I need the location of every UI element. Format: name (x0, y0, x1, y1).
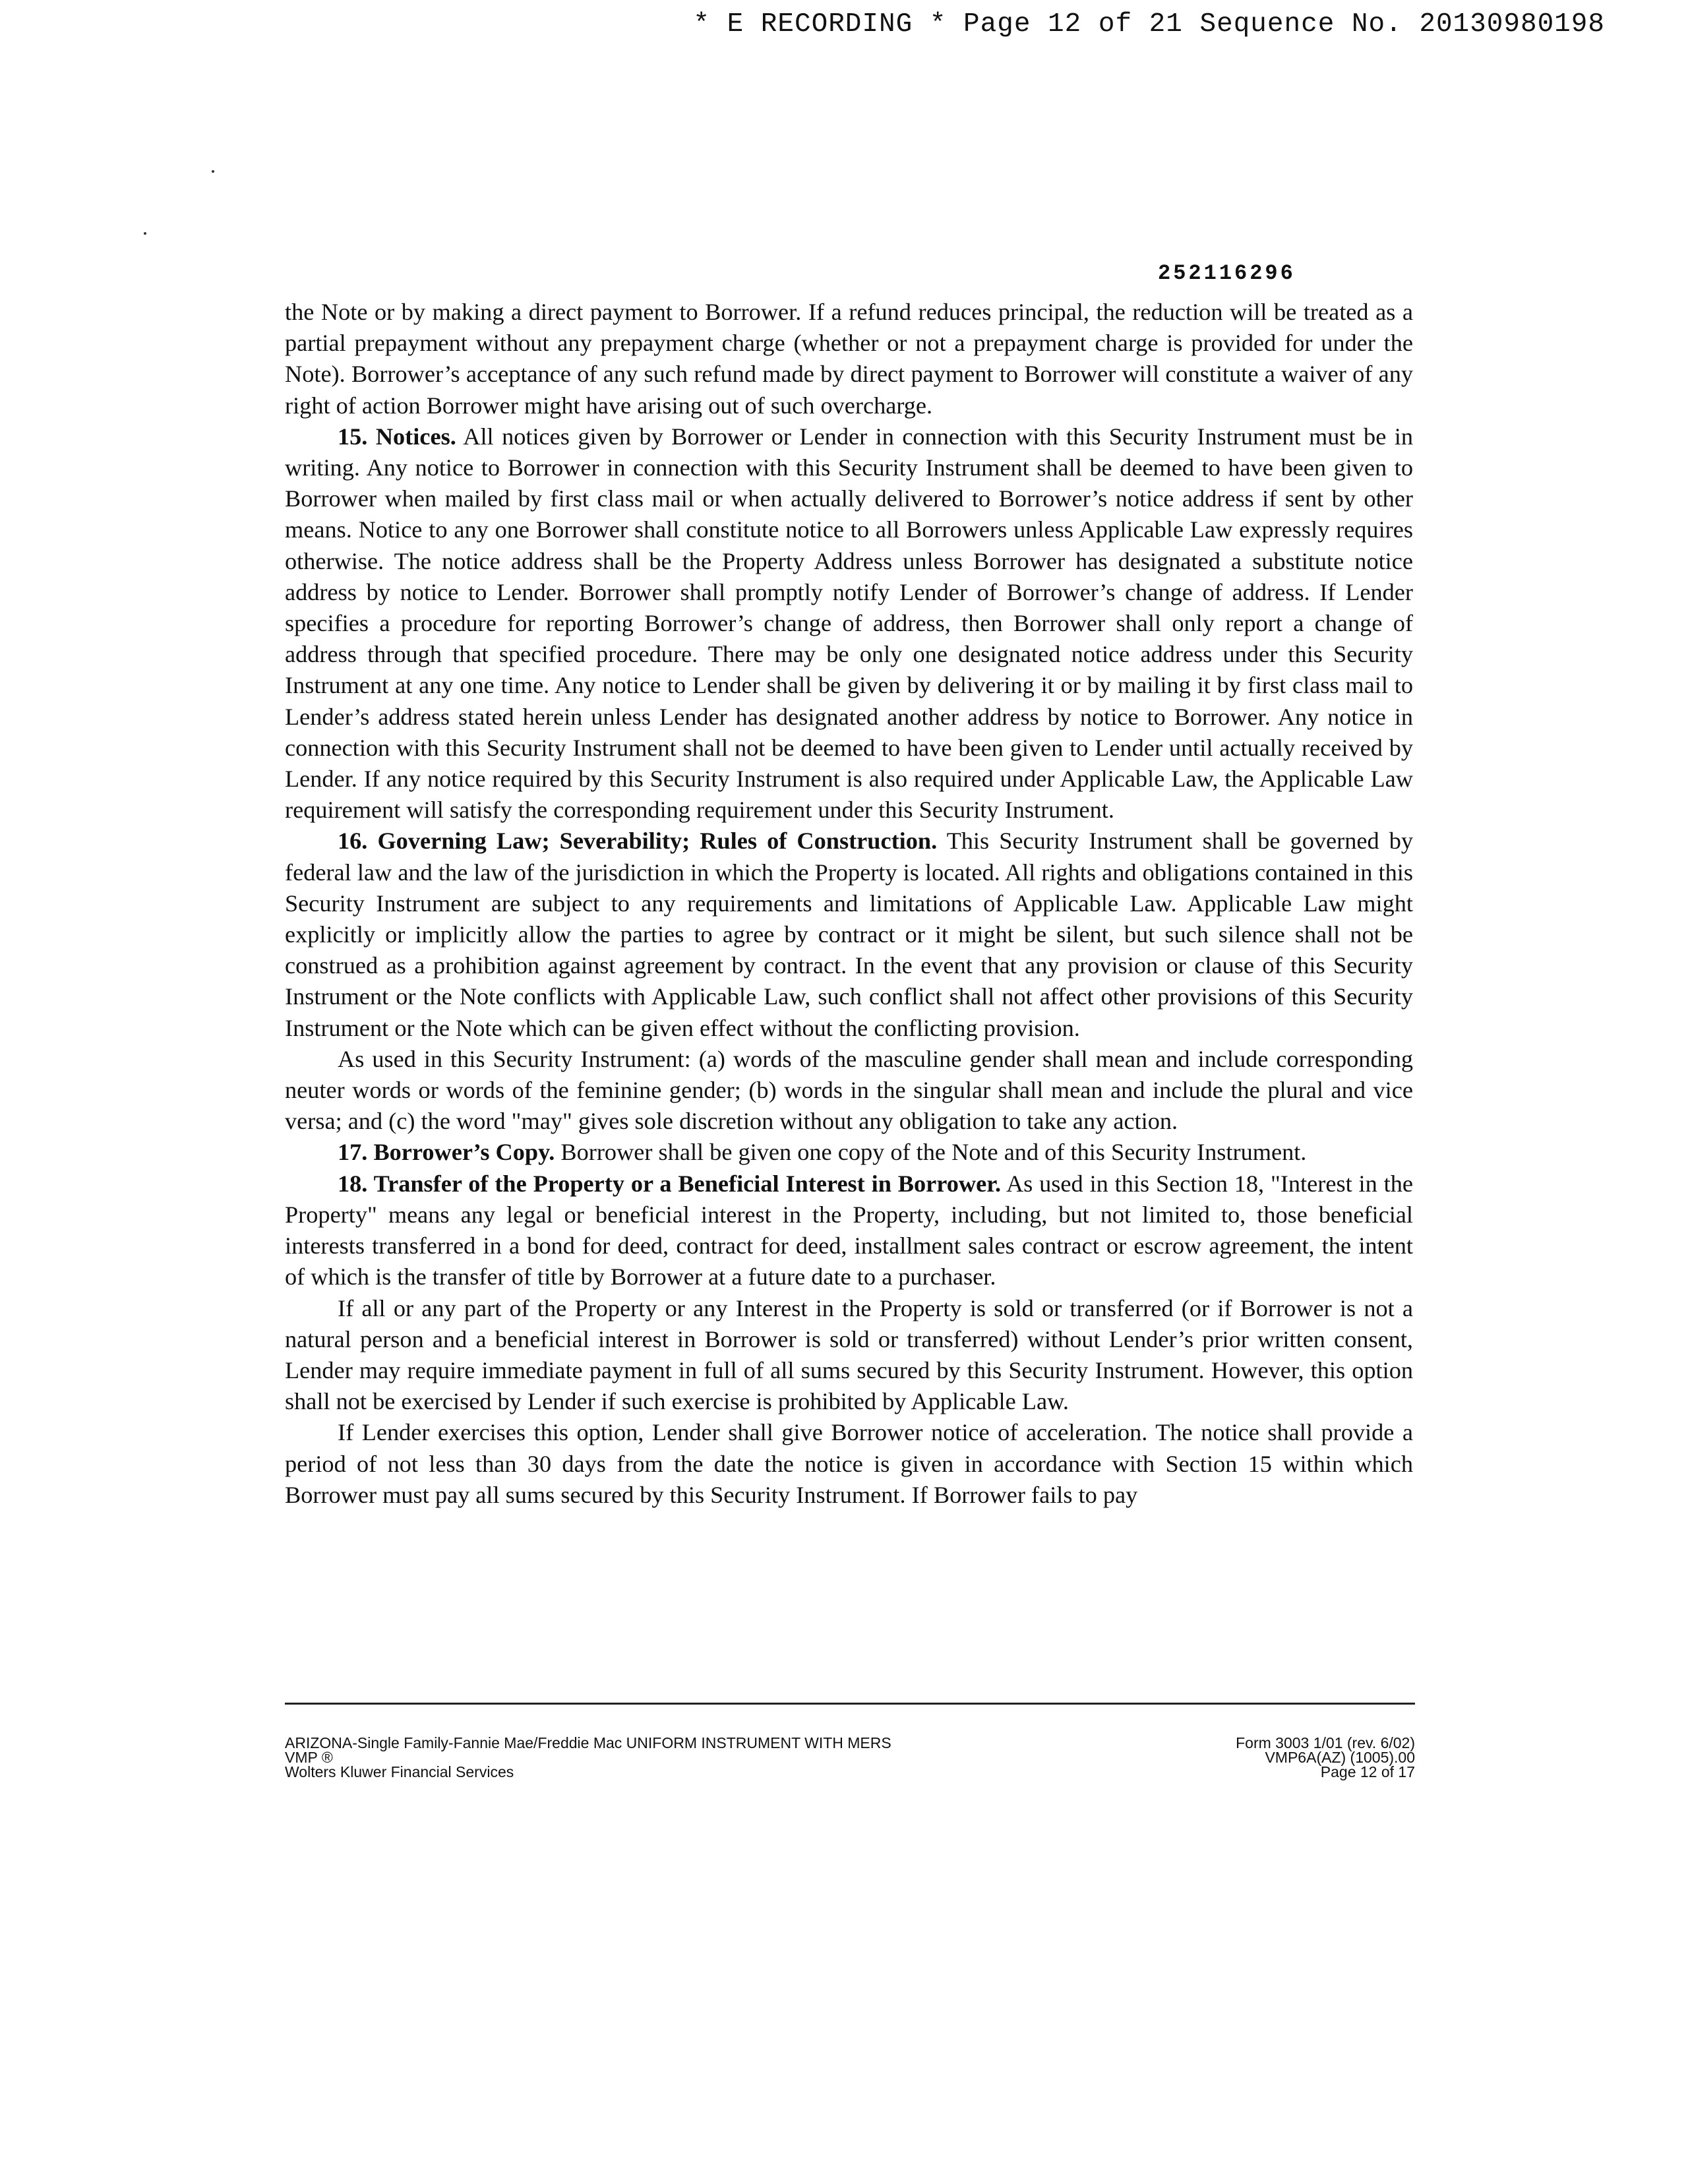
recording-header: * E RECORDING * Page 12 of 21 Sequence No. 20130980198 (693, 9, 1605, 40)
footer-page-number: Page 12 of 17 (1320, 1763, 1415, 1780)
paragraph-text: This Security Instrument shall be governed by federal law and the law of the jurisdiction in which the Property is located. All rights and obligations contained in this Security Instrument are subject to any requirements and limitations of Applicable Law. Applicable Law might explicitly or implicitly allow the parties to agree by contract or it might be silent, but such silence shall not be construed as a prohibition against agreement by contract. In the event that any provision or clause of this Security Instrument or the Note conflicts with Applicable Law, such conflict shall not affect other provisions of this Security Instrument or the Note which can be given effect without the conflicting provision. (285, 828, 1413, 1041)
section-heading: 18. Transfer of the Property or a Beneficial Interest in Borrower. (338, 1170, 1002, 1197)
scan-speck (144, 232, 146, 235)
paragraph-text: the Note or by making a direct payment to Borrower. If a refund reduces principal, the reduction will be treated as a partial prepayment without any prepayment charge (whether or not a prepayment charge is provided for under the Note). Borrower’s acceptance of any such refund made by direct payment to Borrower will constitute a waiver of any right of action Borrower might have arising out of such overcharge. (285, 299, 1413, 419)
section-heading: 15. Notices. (338, 423, 456, 450)
paragraph-text: All notices given by Borrower or Lender in connection with this Security Instrument must be in writing. Any notice to Borrower in connection with this Security Instrument shall be deemed to have been given to Borrower when mailed by first class mail or when actually delivered to Borrower’s notice address if sent by other means. Notice to any one Borrower shall constitute notice to all Borrowers unless Applicable Law expressly requires otherwise. The notice address shall be the Property Address unless Borrower has designated a substitute notice address by notice to Lender. Borrower shall promptly notify Lender of Borrower’s change of address. If Lender specifies a procedure for reporting Borrower’s change of address, then Borrower shall only report a change of address through that specified procedure. There may be only one designated notice address under this Security Instrument at any one time. Any notice to Lender shall be given by delivering it or by mailing it by first class mail to Lender’s address stated herein unless Lender has designated another address by notice to Borrower. Any notice in connection with this Security Instrument shall not be deemed to have been given to Lender until actually received by Lender. If any notice required by this Security Instrument is also required under Applicable Law, the Applicable Law requirement will satisfy the corresponding requirement under this Security Instrument. (285, 423, 1413, 824)
section-heading: 17. Borrower’s Copy. (338, 1139, 555, 1166)
paragraph-text: If all or any part of the Property or any Interest in the Property is sold or transferred (or if Borrower is not a natural person and a beneficial interest in Borrower is sold or transferred) without Lender’s prior written consent, Lender may require immediate payment in full of all sums secured by this Security Instrument. However, this option shall not be exercised by Lender if such exercise is prohibited by Applicable Law. (285, 1294, 1413, 1415)
section-18-transfer (285, 1168, 1413, 1293)
scan-speck (212, 170, 214, 173)
footer-form-code: Form 3003 1/01 (rev. 6/02) (1236, 1734, 1415, 1751)
section-15-notices (285, 421, 1413, 826)
section-16-governing-law (285, 826, 1413, 1043)
footer-publisher: Wolters Kluwer Financial Services (285, 1763, 514, 1780)
loan-number: 252116296 (1158, 261, 1296, 286)
section-17-borrowers-copy (285, 1137, 1413, 1168)
footer-vmp-code: VMP6A(AZ) (1005).00 (1265, 1749, 1415, 1766)
document-body (285, 297, 1413, 1511)
section-16-construction (285, 1044, 1413, 1138)
section-heading: 16. Governing Law; Severability; Rules of Construction. (338, 828, 938, 855)
paragraph-text: As used in this Security Instrument: (a) words of the masculine gender shall mean and include corresponding neuter words or words of the feminine gender; (b) words in the singular shall mean and include the plural and vice versa; and (c) the word "may" gives sole discretion without any obligation to take any action. (285, 1045, 1413, 1135)
footer-form-info (285, 1736, 891, 1779)
footer-form-title: ARIZONA-Single Family-Fannie Mae/Freddie Mac UNIFORM INSTRUMENT WITH MERS (285, 1734, 891, 1751)
paragraph-text: Borrower shall be given one copy of the Note and of this Security Instrument. (560, 1139, 1307, 1166)
paragraph-text: As used in this Section 18, "Interest in the Property" means any legal or beneficial interest in the Property, including, but not limited to, those beneficial interests transferred in a bond for deed, contract for deed, installment sales contract or escrow agreement, the intent of which is the transfer of title by Borrower at a future date to a purchaser. (285, 1170, 1413, 1290)
footer-divider (285, 1703, 1415, 1705)
paragraph-refund-continuation (285, 297, 1413, 421)
footer-form-number (1236, 1736, 1415, 1779)
paragraph-text: If Lender exercises this option, Lender shall give Borrower notice of acceleration. The notice shall provide a period of not less than 30 days from the date the notice is given in accordance with Section 15 within which Borrower must pay all sums secured by this Security Instrument. If Borrower fails to pay (285, 1419, 1413, 1508)
footer-vmp-mark: VMP ® (285, 1749, 333, 1766)
section-18-acceleration (285, 1417, 1413, 1511)
section-18-consent (285, 1293, 1413, 1418)
